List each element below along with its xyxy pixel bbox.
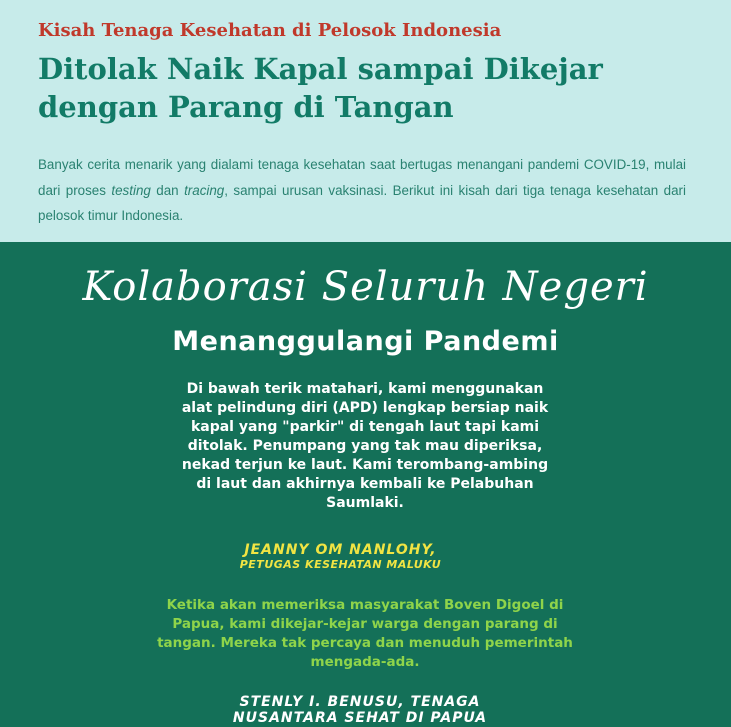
story-quote-2: Ketika akan memeriksa masyarakat Boven Digoel di Papua, kami dikejar-kejar warga dengan parang di tangan. Mereka tak percaya dan menuduh pemerintah mengada-ada.: [157, 597, 573, 670]
headline-line-1: Ditolak Naik Kapal sampai Dikejar: [38, 52, 603, 86]
panel-title: Menanggulangi Pandemi: [172, 326, 559, 357]
story-quote-1: Di bawah terik matahari, kami menggunakan alat pelindung diri (APD) lengkap bersiap naik kapal yang "parkir" di tengah laut tapi kami ditolak. Penumpang yang tak mau diperiksa, nekad terjun ke laut. Kami terombang-ambing di laut dan akhirnya kembali ke Pelabuhan Saumlaki.: [181, 381, 549, 511]
lead-paragraph: [38, 152, 686, 229]
kicker: Kisah Tenaga Kesehatan di Pelosok Indonesia: [38, 20, 502, 41]
story-attribution-1: [0, 542, 681, 571]
article-header: [0, 0, 731, 242]
story-attribution-2: [0, 694, 720, 726]
story-name-1: JEANNY OM NANLOHY,: [244, 542, 437, 558]
lead-text-3: , sampai urusan vaksinasi. Berikut ini kisah dari tiga tenaga kesehatan dari pelosok timur Indonesia.: [38, 182, 686, 223]
lead-em-tracing: tracing: [184, 182, 225, 198]
script-title: Kolaborasi Seluruh Negeri: [82, 264, 649, 310]
lead-text-2: dan: [150, 182, 185, 198]
lead-text-1: Banyak cerita menarik yang dialami tenaga kesehatan saat bertugas menangani pandemi COVID-19, mulai dari proses: [38, 157, 686, 198]
headline: [38, 50, 698, 126]
story-role-1: PETUGAS KESEHATAN MALUKU: [239, 558, 442, 571]
story-name-2-line-1: STENLY I. BENUSU, TENAGA: [239, 694, 481, 710]
lead-em-testing: testing: [111, 182, 151, 198]
headline-line-2: dengan Parang di Tangan: [38, 90, 454, 124]
story-name-2-line-2: NUSANTARA SEHAT DI PAPUA: [232, 710, 488, 726]
infographic-panel: [0, 242, 731, 727]
